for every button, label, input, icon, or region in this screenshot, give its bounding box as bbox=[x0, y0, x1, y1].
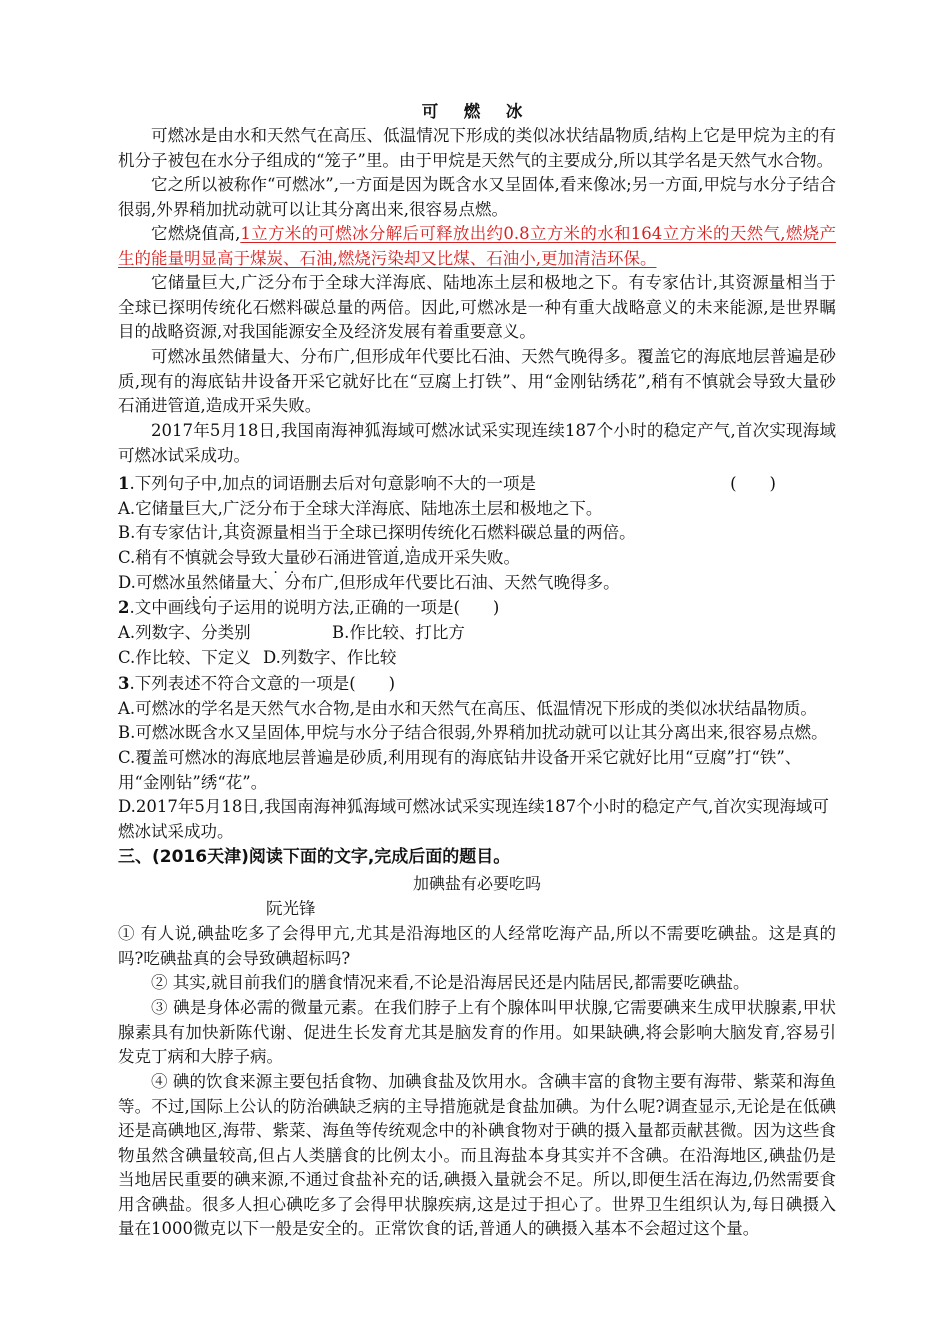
question-1-option-d bbox=[118, 571, 836, 596]
question-1-stem bbox=[118, 472, 836, 497]
article-title: 可 燃 冰 bbox=[421, 102, 533, 121]
paragraph-1: 可燃冰是由水和天然气在高压、低温情况下形成的类似冰状结晶物质,结构上它是甲烷为主的有机分子被包在水分子组成的“笼子”里。由于甲烷是天然气的主要成分,所以其学名是天然气水合物。 bbox=[118, 126, 836, 170]
paragraph-3 bbox=[118, 222, 836, 271]
option-b-prefix: B.有专家估计,其资源量相当于全球已 bbox=[118, 523, 389, 542]
question-2-text: .文中画线句子运用的说明方法,正确的一项是( ) bbox=[129, 598, 500, 617]
question-3-option-d: D.2017年5月18日,我国南海神狐海域可燃冰试采实现连续187个小时的稳定产气,首次实现海域可燃冰试采成功。 bbox=[118, 797, 829, 841]
option-d-prefix: D.可燃冰 bbox=[118, 573, 186, 592]
answer-parentheses: ( ) bbox=[730, 474, 776, 493]
dot-char: 明 bbox=[404, 523, 422, 542]
section-3-paragraph-1: ① 有人说,碘盐吃多了会得甲亢,尤其是沿海地区的人经常吃海产品,所以不需要吃碘盐。这是真的吗?吃碘盐真的会导致碘超标吗? bbox=[118, 924, 836, 968]
dotted-word-c bbox=[267, 548, 300, 567]
dot-char: 探 bbox=[388, 523, 405, 542]
question-2-options-row-1 bbox=[118, 621, 836, 646]
question-2-option-a: A.列数字、分类别 bbox=[118, 623, 251, 642]
option-a-suffix: 分布于全球大洋海底、陆地冻土层和极地之下。 bbox=[255, 499, 603, 518]
paragraph-2: 它之所以被称作“可燃冰”,一方面是因为既含水又呈固体,看来像冰;另一方面,甲烷与水分子结合很弱,外界稍加扰动就可以让其分离出来,很容易点燃。 bbox=[118, 175, 836, 219]
section-3-paragraph-4: ④ 碘的饮食来源主要包括食物、加碘食盐及饮用水。含碘丰富的食物主要有海带、紫菜和海鱼等。不过,国际上公认的防治碘缺乏病的主导措施就是食盐加碘。为什么呢?调查显示,无论是在低碘还是高碘地区,海带、紫菜、海鱼等传统观念中的补碘食物对于碘的摄入量都贡献甚微。因为这些食物虽然含碘量较高,但占人类膳食的比例太小。而且海盐本身其实并不含碘。在沿海地区,碘盐仍是当地居民重要的碘来源,不通过食盐补充的话,碘摄入量就会不足。所以,即便生活在海边,仍然需要食用含碘盐。很多人担心碘吃多了会得甲状腺疾病,这是过于担心了。世界卫生组织认为,每日碘摄入量在1000微克以下一般是安全的。正常饮食的话,普通人的碘摄入基本不会超过这个量。 bbox=[118, 1072, 836, 1238]
option-d-suffix: 储量大、分布广,但形成年代要比石油、天然气晚得多。 bbox=[218, 573, 620, 592]
question-2-options-row-2 bbox=[118, 646, 836, 671]
question-2-option-c: C.作比较、下定义 bbox=[118, 648, 251, 667]
question-3-number: 3 bbox=[118, 674, 130, 693]
question-3-option-b: B.可燃冰既含水又呈固体,甲烷与水分子结合很弱,外界稍加扰动就可以让其分离出来,很容易点燃。 bbox=[118, 723, 828, 742]
question-2-option-b: B.作比较、打比方 bbox=[332, 623, 465, 642]
dot-char: 然 bbox=[201, 573, 219, 592]
option-a-prefix: A.它储量巨大, bbox=[118, 499, 223, 518]
question-3-stem bbox=[118, 672, 836, 697]
paragraph-6: 2017年5月18日,我国南海神狐海域可燃冰试采实现连续187个小时的稳定产气,首次实现海域可燃冰试采成功。 bbox=[118, 421, 836, 465]
question-2-option-d: D.列数字、作比较 bbox=[263, 648, 397, 667]
section-3-article-title: 加碘盐有必要吃吗 bbox=[412, 874, 541, 893]
option-b-suffix: 传统化石燃料碳总量的两倍。 bbox=[421, 523, 636, 542]
option-c-prefix: C.稍有不慎就会导致 bbox=[118, 548, 268, 567]
question-1-option-b bbox=[118, 521, 836, 546]
question-3-option-c: C.覆盖可燃冰的海底地层普遍是砂质,利用现有的海底钻井设备开采它就好比用“豆腐”打“铁”、用“金刚钻”绣“花”。 bbox=[118, 748, 802, 792]
underlined-sentence: 1立方米的可燃冰分解后可释放出约0.8立方米的水和164立方米的天然气,燃烧产生的能量明显高于煤炭、石油,燃烧污染却又比煤、石油小,更加清洁环保。 bbox=[118, 224, 836, 268]
question-1-option-a bbox=[118, 497, 836, 522]
question-2-stem bbox=[118, 596, 836, 621]
question-1-number: 1 bbox=[118, 474, 130, 493]
paragraph-4: 它储量巨大,广泛分布于全球大洋海底、陆地冻土层和极地之下。有专家估计,其资源量相当于全球已探明传统化石燃料碳总量的两倍。因此,可燃冰是一种有重大战略意义的未来能源,是世界瞩目的战略资源,对我国能源安全及经济发展有着重要意义。 bbox=[118, 273, 836, 341]
question-1-option-c bbox=[118, 546, 836, 571]
article-author: 阮光锋 bbox=[266, 899, 316, 918]
dot-char: 泛 bbox=[239, 499, 256, 518]
section-3-heading: 三、(2016天津)阅读下面的文字,完成后面的题目。 bbox=[118, 847, 511, 867]
dot-char: 大 bbox=[267, 548, 284, 567]
dotted-word-d bbox=[185, 573, 218, 592]
section-3-paragraph-2: ② 其实,就目前我们的膳食情况来看,不论是沿海居民还是内陆居民,都需要吃碘盐。 bbox=[151, 973, 750, 992]
dot-char: 量 bbox=[283, 548, 301, 567]
question-2-number: 2 bbox=[118, 598, 130, 617]
paragraph-5: 可燃冰虽然储量大、分布广,但形成年代要比石油、天然气晚得多。覆盖它的海底地层普遍是砂质,现有的海底钻井设备开采它就好比在“豆腐上打铁”、用“金刚钻绣花”,稍有不慎就会导致大量砂石涌进管道,造成开采失败。 bbox=[118, 347, 836, 415]
question-3-text: .下列表述不符合文意的一项是( ) bbox=[129, 674, 396, 693]
dotted-word-b bbox=[388, 523, 421, 542]
section-3-paragraph-3: ③ 碘是身体必需的微量元素。在我们脖子上有个腺体叫甲状腺,它需要碘来生成甲状腺素,甲状腺素具有加快新陈代谢、促进生长发育尤其是脑发育的作用。如果缺碘,将会影响大脑发育,容易引发克丁病和大脖子病。 bbox=[118, 998, 836, 1066]
question-1-text: .下列句子中,加点的词语删去后对句意影响不大的一项是 bbox=[129, 474, 536, 493]
paragraph-3-lead: 它燃烧值高, bbox=[151, 224, 241, 243]
option-c-suffix: 砂石涌进管道,造成开采失败。 bbox=[300, 548, 521, 567]
dotted-word-a bbox=[223, 499, 256, 518]
dot-char: 虽 bbox=[185, 573, 202, 592]
dot-char: 广 bbox=[222, 499, 240, 518]
question-3-option-a: A.可燃冰的学名是天然气水合物,是由水和天然气在高压、低温情况下形成的类似冰状结晶物质。 bbox=[118, 699, 817, 718]
